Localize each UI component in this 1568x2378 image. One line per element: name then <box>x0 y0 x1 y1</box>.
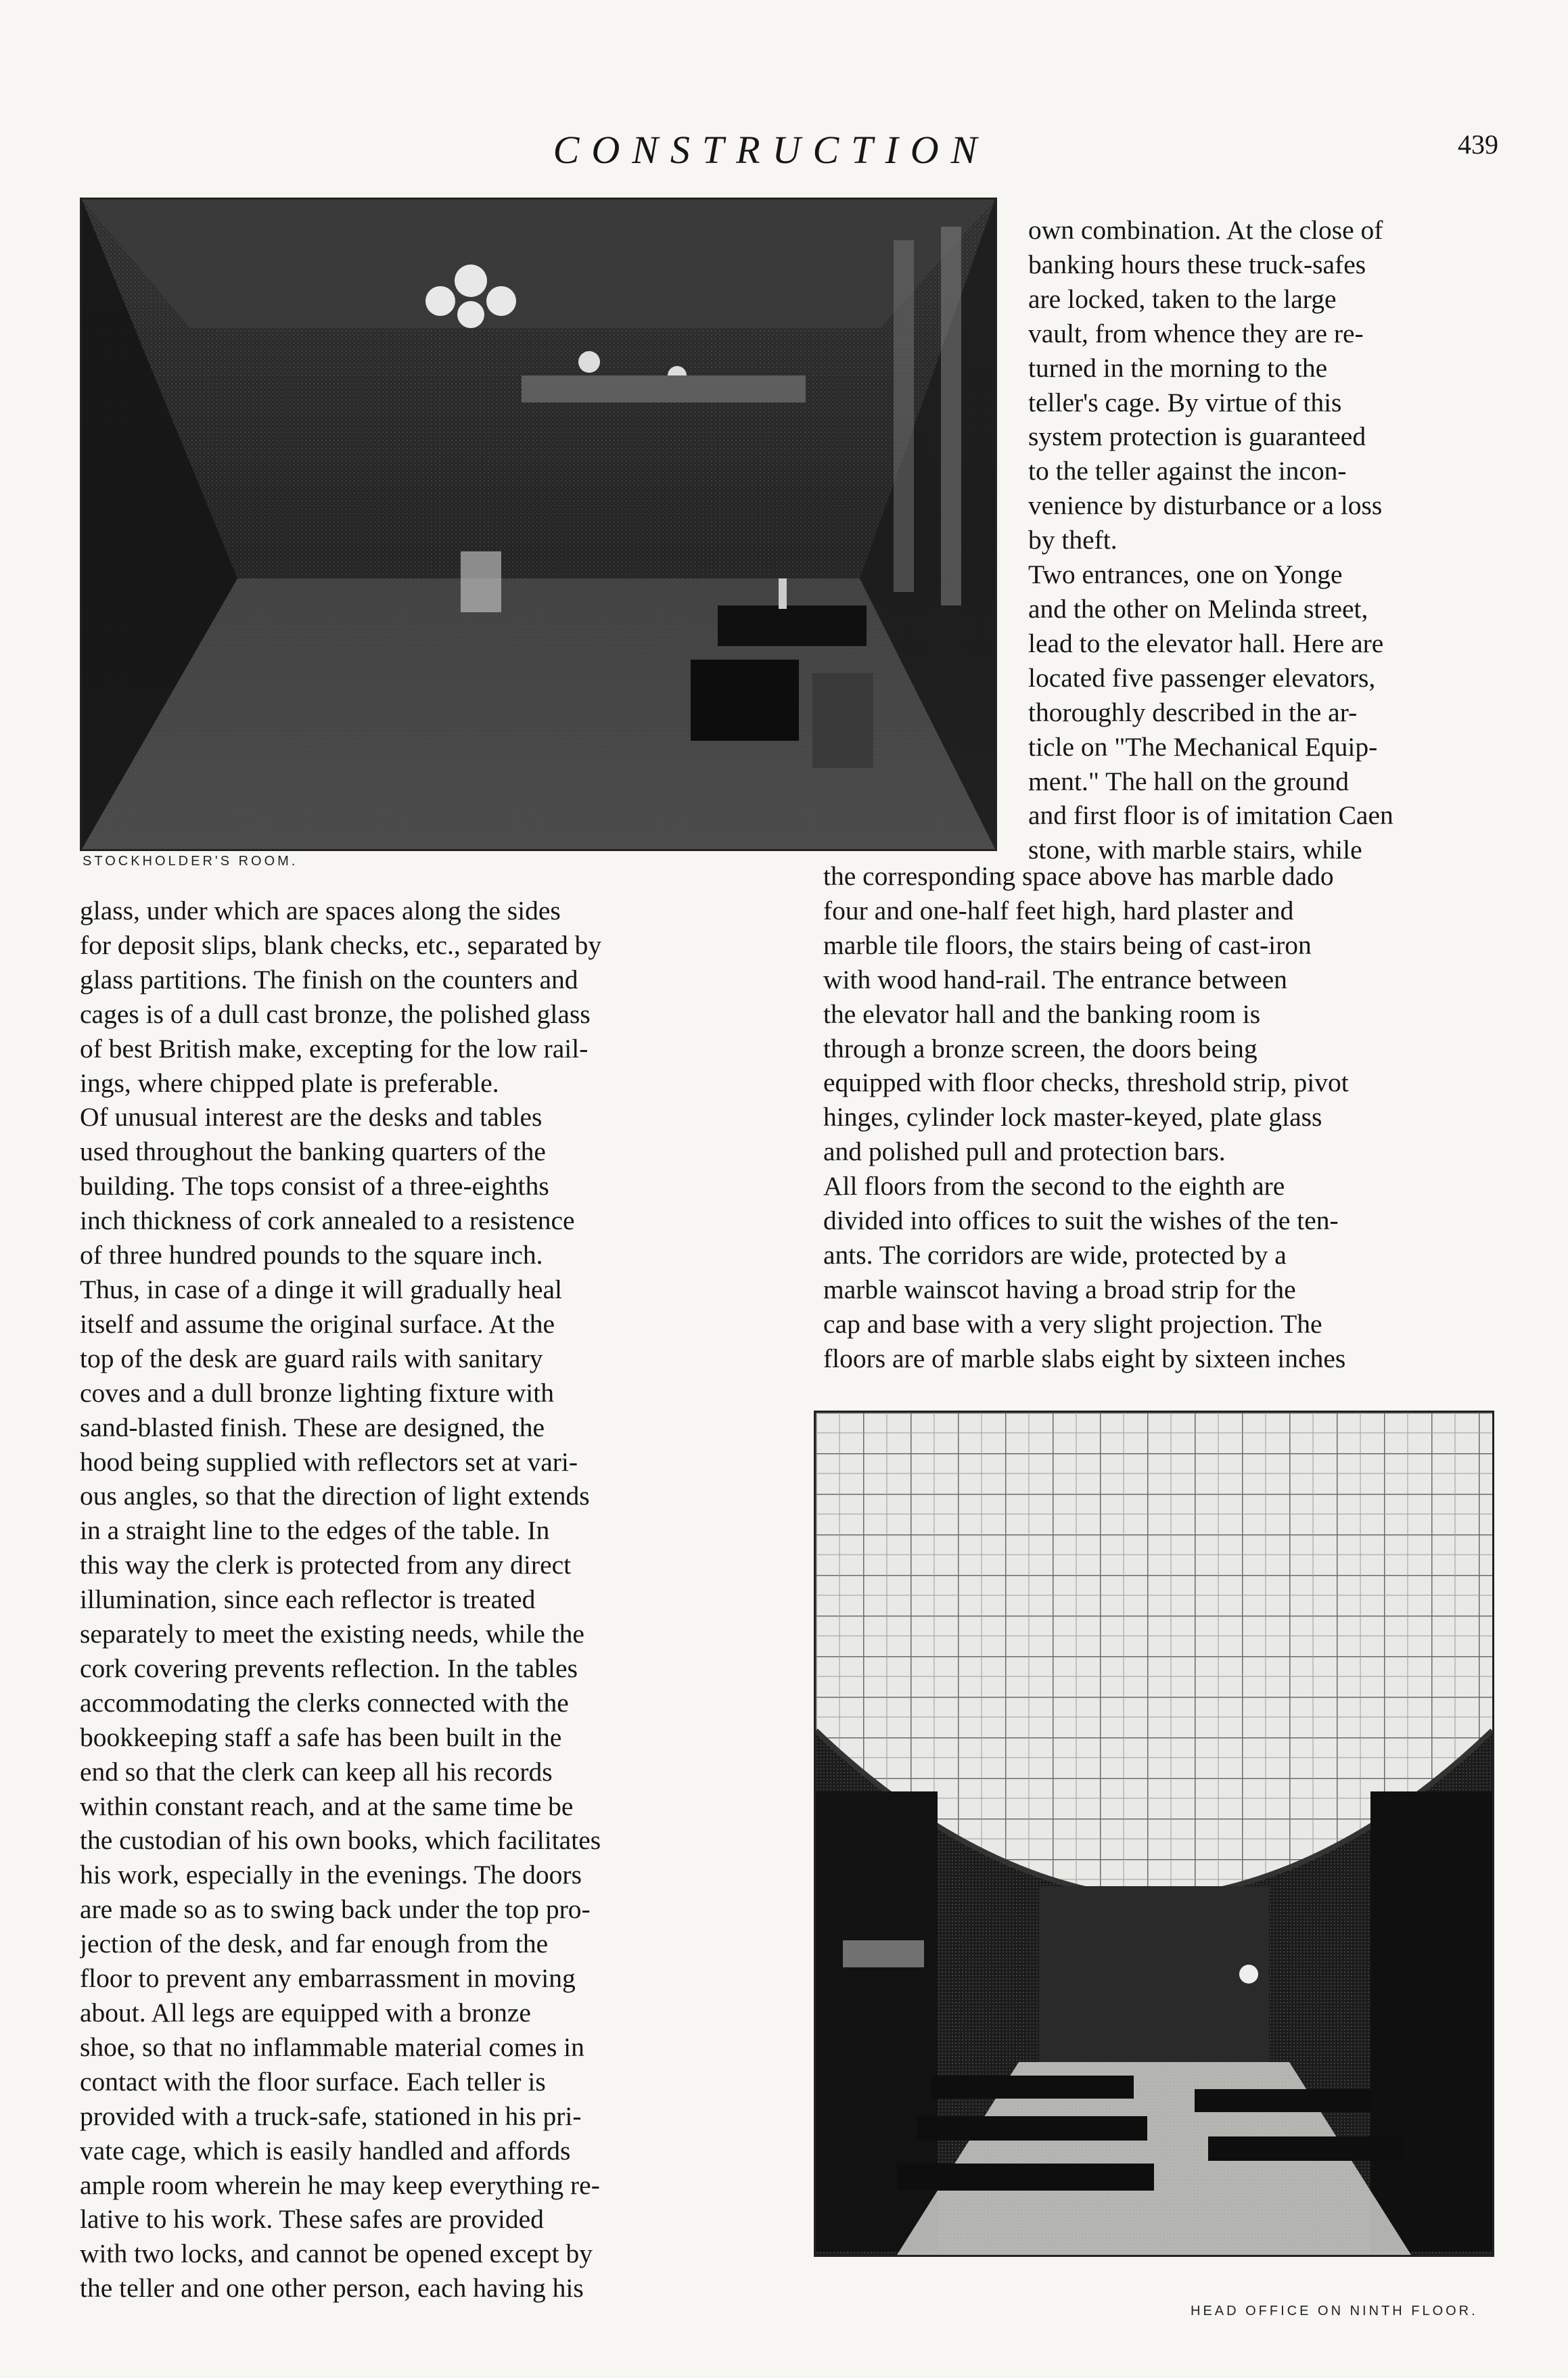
text-line: contact with the floor surface. Each teller is <box>80 2066 546 2097</box>
text-line: lead to the elevator hall. Here are <box>1028 628 1384 658</box>
text-line: with two locks, and cannot be opened except by <box>80 2239 593 2269</box>
head-office-photo <box>814 1411 1494 2257</box>
text-line: inch thickness of cork annealed to a resistence <box>80 1206 575 1236</box>
text-line: top of the desk are guard rails with sanitary <box>80 1343 543 1373</box>
text-line: separately to meet the existing needs, while the <box>80 1619 584 1649</box>
text-line: are made so as to swing back under the top pro- <box>80 1894 591 1925</box>
text-line: floors are of marble slabs eight by sixteen inches <box>823 1343 1346 1373</box>
text-line: system protection is guaranteed <box>1028 421 1366 452</box>
stockholders-room-photo <box>80 198 997 851</box>
text-line: All floors from the second to the eighth are <box>823 1171 1285 1202</box>
left-column-text <box>80 894 766 2306</box>
text-line: thoroughly described in the ar- <box>1028 697 1358 727</box>
middle-column-text <box>823 859 1502 1376</box>
text-line: teller's cage. By virtue of this <box>1028 387 1342 417</box>
text-line: banking hours these truck-safes <box>1028 249 1366 279</box>
text-line: shoe, so that no inflammable material comes in <box>80 2032 584 2062</box>
text-line: hood being supplied with reflectors set at vari- <box>80 1446 578 1477</box>
text-line: building. The tops consist of a three-eighths <box>80 1171 549 1202</box>
text-line: the teller and one other person, each having his <box>80 2273 584 2304</box>
text-line: glass partitions. The finish on the counters and <box>80 964 578 994</box>
text-line: venience by disturbance or a loss <box>1028 490 1383 521</box>
page-number: 439 <box>1458 129 1498 160</box>
text-line: end so that the clerk can keep all his records <box>80 1756 553 1787</box>
text-line: in a straight line to the edges of the table. In <box>80 1515 550 1546</box>
text-line: turned in the morning to the <box>1028 352 1328 383</box>
text-line: coves and a dull bronze lighting fixture with <box>80 1377 554 1408</box>
text-line: and the other on Melinda street, <box>1028 593 1368 624</box>
text-line: itself and assume the original surface. At the <box>80 1308 555 1339</box>
text-line: hinges, cylinder lock master-keyed, plate glass <box>823 1102 1322 1133</box>
text-line: within constant reach, and at the same time be <box>80 1791 574 1821</box>
text-line: this way the clerk is protected from any direct <box>80 1550 572 1580</box>
text-line: ants. The corridors are wide, protected by a <box>823 1239 1287 1270</box>
text-line: divided into offices to suit the wishes of the ten- <box>823 1206 1339 1236</box>
running-header: CONSTRUCTION <box>553 128 990 172</box>
text-line: illumination, since each reflector is treated <box>80 1584 536 1615</box>
text-line: by theft. <box>1028 525 1117 555</box>
text-line: to the teller against the incon- <box>1028 456 1347 486</box>
stockholders-room-caption: STOCKHOLDER'S ROOM. <box>83 854 298 869</box>
text-line: accommodating the clerks connected with the <box>80 1687 569 1718</box>
text-line: floor to prevent any embarrassment in moving <box>80 1963 576 1994</box>
stockholders-room-illustration <box>82 200 995 849</box>
text-line: sand-blasted finish. These are designed, the <box>80 1412 545 1442</box>
text-line: the corresponding space above has marble dado <box>823 861 1334 891</box>
text-line: through a bronze screen, the doors being <box>823 1033 1258 1064</box>
text-line: four and one-half feet high, hard plaster and <box>823 895 1294 925</box>
text-line: the elevator hall and the banking room is <box>823 999 1261 1029</box>
text-line: used throughout the banking quarters of the <box>80 1137 546 1167</box>
text-line: own combination. At the close of <box>1028 215 1383 245</box>
right-column-top-text <box>1028 213 1502 867</box>
text-line: cork covering prevents reflection. In the tables <box>80 1653 578 1683</box>
text-line: vault, from whence they are re- <box>1028 318 1364 348</box>
text-line: located five passenger elevators, <box>1028 662 1376 693</box>
text-line: and polished pull and protection bars. <box>823 1137 1226 1167</box>
text-line: vate cage, which is easily handled and affords <box>80 2135 571 2166</box>
text-line: marble tile floors, the stairs being of cast-iron <box>823 930 1312 960</box>
text-line: ment." The hall on the ground <box>1028 766 1349 796</box>
text-line: cages is of a dull cast bronze, the polished glass <box>80 999 591 1029</box>
text-line: ings, where chipped plate is preferable. <box>80 1068 499 1098</box>
text-line: glass, under which are spaces along the sides <box>80 896 561 925</box>
text-line: of best British make, excepting for the low rail- <box>80 1033 589 1064</box>
text-line: marble wainscot having a broad strip for the <box>823 1274 1296 1304</box>
text-line: and first floor is of imitation Caen <box>1028 800 1393 831</box>
text-line: of three hundred pounds to the square inch. <box>80 1240 543 1271</box>
text-line: Two entrances, one on Yonge <box>1028 559 1343 590</box>
text-line: lative to his work. These safes are provided <box>80 2204 544 2235</box>
text-line: cap and base with a very slight projection. The <box>823 1308 1322 1339</box>
text-line: the custodian of his own books, which facilitates <box>80 1825 601 1856</box>
text-line: about. All legs are equipped with a bronze <box>80 1998 531 2028</box>
text-line: are locked, taken to the large <box>1028 283 1337 314</box>
head-office-caption: HEAD OFFICE ON NINTH FLOOR. <box>1191 2304 1478 2318</box>
text-line: Thus, in case of a dinge it will gradually heal <box>80 1274 562 1304</box>
text-line: jection of the desk, and far enough from the <box>80 1929 549 1959</box>
text-line: bookkeeping staff a safe has been built in the <box>80 1722 562 1752</box>
text-line: equipped with floor checks, threshold strip, pivot <box>823 1068 1349 1098</box>
text-line: ticle on "The Mechanical Equip- <box>1028 731 1378 762</box>
text-line: with wood hand-rail. The entrance between <box>823 964 1287 994</box>
text-line: for deposit slips, blank checks, etc., separated by <box>80 930 602 960</box>
text-line: his work, especially in the evenings. The doors <box>80 1860 582 1890</box>
text-line: ous angles, so that the direction of light extends <box>80 1481 590 1511</box>
text-line: Of unusual interest are the desks and tables <box>80 1102 543 1133</box>
head-office-illustration <box>816 1413 1492 2255</box>
text-line: provided with a truck-safe, stationed in his pri- <box>80 2101 582 2131</box>
text-line: stone, with marble stairs, while <box>1028 835 1362 865</box>
text-line: ample room wherein he may keep everything re- <box>80 2170 600 2200</box>
